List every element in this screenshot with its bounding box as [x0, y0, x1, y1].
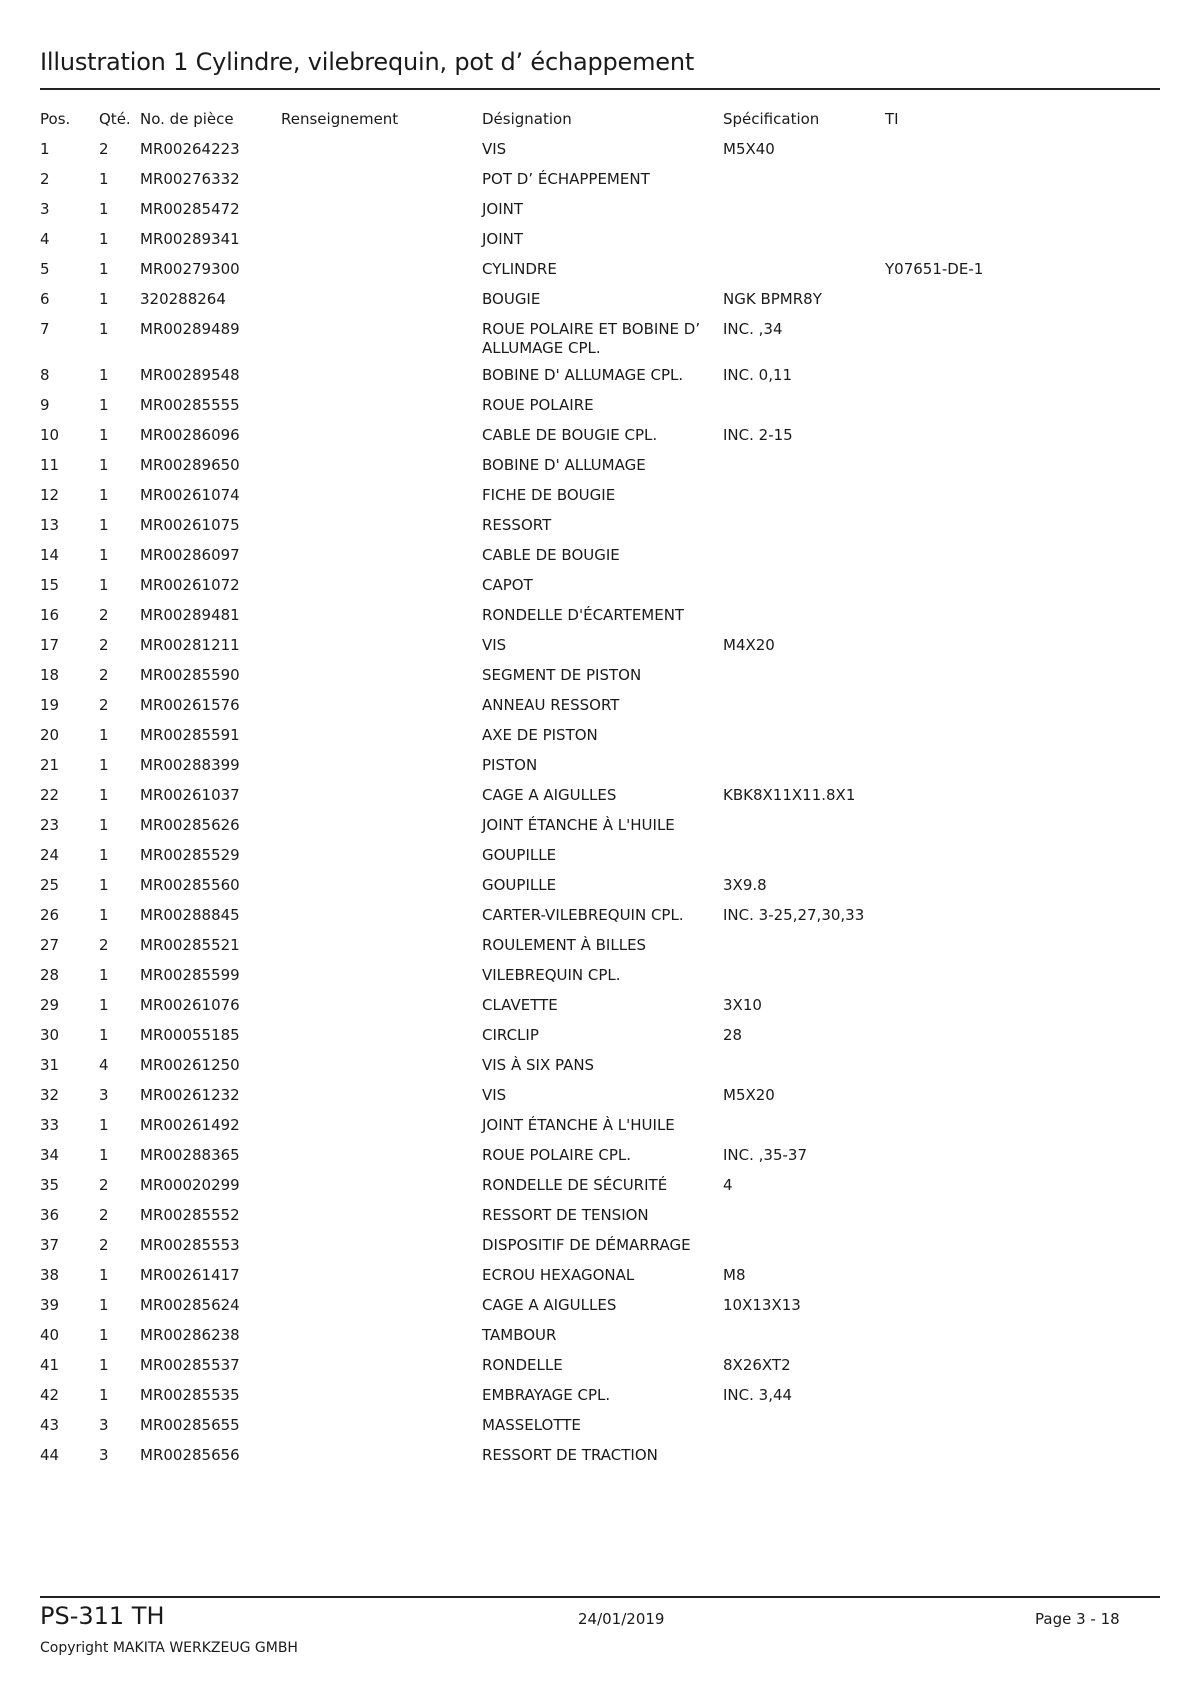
- cell-designation: ECROU HEXAGONAL: [482, 1266, 635, 1284]
- cell-qty: 1: [99, 786, 109, 804]
- cell-part-number: MR00285626: [140, 816, 240, 834]
- cell-pos: 40: [40, 1326, 60, 1344]
- cell-pos: 7: [40, 320, 50, 338]
- cell-qty: 1: [99, 756, 109, 774]
- cell-specification: M5X20: [723, 1086, 775, 1104]
- cell-specification: INC. 2-15: [723, 426, 793, 444]
- cell-designation: VILEBREQUIN CPL.: [482, 966, 621, 984]
- cell-specification: INC. ,35-37: [723, 1146, 808, 1164]
- cell-part-number: MR00285590: [140, 666, 240, 684]
- table-row: [40, 516, 1160, 546]
- cell-qty: 1: [99, 290, 109, 308]
- cell-designation: VIS À SIX PANS: [482, 1056, 595, 1074]
- cell-designation: CAGE A AIGULLES: [482, 1296, 617, 1314]
- footer-divider: [40, 1596, 1160, 1598]
- table-row: [40, 1296, 1160, 1326]
- cell-specification: 10X13X13: [723, 1296, 801, 1314]
- cell-pos: 17: [40, 636, 60, 654]
- cell-qty: 1: [99, 230, 109, 248]
- cell-pos: 20: [40, 726, 60, 744]
- cell-part-number: MR00285521: [140, 936, 240, 954]
- cell-part-number: MR00289489: [140, 320, 240, 338]
- cell-part-number: MR00285655: [140, 1416, 240, 1434]
- cell-pos: 1: [40, 140, 50, 158]
- cell-pos: 33: [40, 1116, 60, 1134]
- cell-part-number: 320288264: [140, 290, 226, 308]
- cell-part-number: MR00261492: [140, 1116, 240, 1134]
- table-row: [40, 1326, 1160, 1356]
- table-row: [40, 200, 1160, 230]
- cell-part-number: MR00281211: [140, 636, 240, 654]
- cell-designation: CAPOT: [482, 576, 533, 594]
- cell-designation: CABLE DE BOUGIE: [482, 546, 620, 564]
- cell-pos: 29: [40, 996, 60, 1014]
- cell-qty: 2: [99, 636, 109, 654]
- cell-qty: 2: [99, 666, 109, 684]
- cell-part-number: MR00288845: [140, 906, 240, 924]
- table-row: [40, 1146, 1160, 1176]
- table-row: [40, 546, 1160, 576]
- cell-qty: 1: [99, 1116, 109, 1134]
- column-header-specification: Spécification: [723, 110, 820, 128]
- cell-pos: 10: [40, 426, 60, 444]
- cell-designation: DISPOSITIF DE DÉMARRAGE: [482, 1236, 691, 1254]
- cell-qty: 1: [99, 876, 109, 894]
- cell-qty: 4: [99, 1056, 109, 1074]
- table-row: [40, 726, 1160, 756]
- footer-date: 24/01/2019: [578, 1610, 665, 1628]
- cell-specification: INC. ,34: [723, 320, 783, 338]
- cell-pos: 2: [40, 170, 50, 188]
- cell-designation: CARTER-VILEBREQUIN CPL.: [482, 906, 684, 924]
- parts-table: [40, 110, 1160, 1476]
- cell-designation: RONDELLE DE SÉCURITÉ: [482, 1176, 668, 1194]
- cell-specification: M5X40: [723, 140, 775, 158]
- cell-part-number: MR00261576: [140, 696, 240, 714]
- table-row: [40, 906, 1160, 936]
- column-header-info: Renseignement: [281, 110, 399, 128]
- table-row: [40, 366, 1160, 396]
- cell-pos: 41: [40, 1356, 60, 1374]
- column-header-qty: Qté.: [99, 110, 131, 128]
- cell-qty: 2: [99, 1236, 109, 1254]
- cell-part-number: MR00286238: [140, 1326, 240, 1344]
- cell-qty: 1: [99, 1356, 109, 1374]
- table-row: [40, 966, 1160, 996]
- cell-qty: 2: [99, 1176, 109, 1194]
- table-row: [40, 606, 1160, 636]
- cell-qty: 2: [99, 1206, 109, 1224]
- cell-specification: 3X10: [723, 996, 762, 1014]
- cell-designation: GOUPILLE: [482, 846, 557, 864]
- cell-pos: 16: [40, 606, 60, 624]
- column-header-ti: TI: [885, 110, 899, 128]
- cell-designation: VIS: [482, 636, 507, 654]
- cell-qty: 1: [99, 366, 109, 384]
- cell-qty: 1: [99, 260, 109, 278]
- cell-part-number: MR00261072: [140, 576, 240, 594]
- cell-pos: 3: [40, 200, 50, 218]
- cell-designation: JOINT ÉTANCHE À L'HUILE: [482, 1116, 675, 1134]
- cell-pos: 14: [40, 546, 60, 564]
- cell-specification: M4X20: [723, 636, 775, 654]
- table-row: [40, 1026, 1160, 1056]
- cell-part-number: MR00289548: [140, 366, 240, 384]
- cell-designation: CIRCLIP: [482, 1026, 539, 1044]
- cell-pos: 11: [40, 456, 60, 474]
- cell-part-number: MR00264223: [140, 140, 240, 158]
- cell-specification: INC. 3-25,27,30,33: [723, 906, 865, 924]
- cell-designation: CABLE DE BOUGIE CPL.: [482, 426, 658, 444]
- cell-part-number: MR00055185: [140, 1026, 240, 1044]
- cell-part-number: MR00285472: [140, 200, 240, 218]
- cell-part-number: MR00261417: [140, 1266, 240, 1284]
- cell-part-number: MR00289481: [140, 606, 240, 624]
- cell-pos: 31: [40, 1056, 60, 1074]
- cell-designation: JOINT: [482, 200, 524, 218]
- table-row: [40, 456, 1160, 486]
- cell-specification: 4: [723, 1176, 733, 1194]
- cell-pos: 19: [40, 696, 60, 714]
- cell-pos: 18: [40, 666, 60, 684]
- table-row: [40, 290, 1160, 320]
- cell-designation: RESSORT DE TENSION: [482, 1206, 649, 1224]
- cell-specification: 28: [723, 1026, 743, 1044]
- cell-part-number: MR00285560: [140, 876, 240, 894]
- page-title: Illustration 1 Cylindre, vilebrequin, pot d’ échappement: [40, 48, 695, 76]
- cell-qty: 1: [99, 396, 109, 414]
- cell-part-number: MR00261037: [140, 786, 240, 804]
- cell-specification: INC. 3,44: [723, 1386, 793, 1404]
- cell-qty: 2: [99, 140, 109, 158]
- cell-pos: 28: [40, 966, 60, 984]
- cell-qty: 3: [99, 1416, 109, 1434]
- cell-pos: 37: [40, 1236, 60, 1254]
- cell-ti: Y07651-DE-1: [885, 260, 984, 278]
- table-row: [40, 666, 1160, 696]
- cell-qty: 2: [99, 936, 109, 954]
- cell-part-number: MR00276332: [140, 170, 240, 188]
- cell-designation: SEGMENT DE PISTON: [482, 666, 642, 684]
- cell-designation: VIS: [482, 140, 507, 158]
- cell-pos: 36: [40, 1206, 60, 1224]
- cell-qty: 1: [99, 200, 109, 218]
- table-row: [40, 230, 1160, 260]
- cell-designation: TAMBOUR: [482, 1326, 557, 1344]
- table-row: [40, 396, 1160, 426]
- cell-designation: GOUPILLE: [482, 876, 557, 894]
- cell-designation: MASSELOTTE: [482, 1416, 581, 1434]
- footer-copyright: Copyright MAKITA WERKZEUG GMBH: [40, 1640, 298, 1656]
- cell-designation: ROUE POLAIRE ET BOBINE D’ ALLUMAGE CPL.: [482, 320, 701, 357]
- table-row: [40, 170, 1160, 200]
- cell-pos: 22: [40, 786, 60, 804]
- cell-pos: 8: [40, 366, 50, 384]
- table-row: [40, 486, 1160, 516]
- cell-part-number: MR00288399: [140, 756, 240, 774]
- footer-model: PS-311 TH: [40, 1602, 165, 1630]
- cell-part-number: MR00285624: [140, 1296, 240, 1314]
- table-header-row: [40, 110, 1160, 140]
- cell-pos: 30: [40, 1026, 60, 1044]
- header-divider: [40, 88, 1160, 90]
- table-row: [40, 1206, 1160, 1236]
- table-row: [40, 1386, 1160, 1416]
- cell-designation: JOINT ÉTANCHE À L'HUILE: [482, 816, 675, 834]
- cell-qty: 1: [99, 426, 109, 444]
- cell-part-number: MR00261076: [140, 996, 240, 1014]
- cell-designation: CAGE A AIGULLES: [482, 786, 617, 804]
- cell-pos: 42: [40, 1386, 60, 1404]
- cell-pos: 4: [40, 230, 50, 248]
- cell-qty: 1: [99, 456, 109, 474]
- cell-part-number: MR00261074: [140, 486, 240, 504]
- cell-qty: 1: [99, 170, 109, 188]
- cell-qty: 2: [99, 696, 109, 714]
- cell-designation: VIS: [482, 1086, 507, 1104]
- cell-part-number: MR00289650: [140, 456, 240, 474]
- cell-pos: 35: [40, 1176, 60, 1194]
- cell-pos: 15: [40, 576, 60, 594]
- cell-designation: PISTON: [482, 756, 538, 774]
- cell-designation: BOBINE D' ALLUMAGE CPL.: [482, 366, 684, 384]
- table-row: [40, 1416, 1160, 1446]
- cell-part-number: MR00279300: [140, 260, 240, 278]
- table-row: [40, 786, 1160, 816]
- cell-specification: NGK BPMR8Y: [723, 290, 822, 308]
- cell-pos: 38: [40, 1266, 60, 1284]
- cell-part-number: MR00286096: [140, 426, 240, 444]
- cell-pos: 34: [40, 1146, 60, 1164]
- cell-part-number: MR00285591: [140, 726, 240, 744]
- table-row: [40, 996, 1160, 1026]
- cell-pos: 13: [40, 516, 60, 534]
- table-row: [40, 816, 1160, 846]
- table-row: [40, 1086, 1160, 1116]
- table-row: [40, 876, 1160, 906]
- cell-specification: M8: [723, 1266, 746, 1284]
- cell-qty: 1: [99, 546, 109, 564]
- footer-page-number: Page 3 - 18: [1035, 1610, 1120, 1628]
- cell-part-number: MR00288365: [140, 1146, 240, 1164]
- cell-part-number: MR00285555: [140, 396, 240, 414]
- cell-part-number: MR00020299: [140, 1176, 240, 1194]
- cell-designation: BOBINE D' ALLUMAGE: [482, 456, 646, 474]
- cell-qty: 1: [99, 1386, 109, 1404]
- cell-part-number: MR00285656: [140, 1446, 240, 1464]
- cell-part-number: MR00261075: [140, 516, 240, 534]
- cell-qty: 1: [99, 966, 109, 984]
- cell-designation: ANNEAU RESSORT: [482, 696, 620, 714]
- cell-designation: RESSORT DE TRACTION: [482, 1446, 658, 1464]
- table-row: [40, 1176, 1160, 1206]
- cell-part-number: MR00285535: [140, 1386, 240, 1404]
- cell-pos: 21: [40, 756, 60, 774]
- cell-pos: 5: [40, 260, 50, 278]
- cell-designation: ROULEMENT À BILLES: [482, 936, 647, 954]
- cell-part-number: MR00286097: [140, 546, 240, 564]
- table-row: [40, 426, 1160, 456]
- cell-designation: RONDELLE D'ÉCARTEMENT: [482, 606, 685, 624]
- cell-qty: 1: [99, 516, 109, 534]
- cell-part-number: MR00261250: [140, 1056, 240, 1074]
- table-row: [40, 1236, 1160, 1266]
- cell-specification: 3X9.8: [723, 876, 767, 894]
- table-row: [40, 576, 1160, 606]
- table-row: [40, 1116, 1160, 1146]
- cell-pos: 26: [40, 906, 60, 924]
- table-row: [40, 936, 1160, 966]
- cell-part-number: MR00285552: [140, 1206, 240, 1224]
- cell-qty: 1: [99, 726, 109, 744]
- table-row: [40, 1356, 1160, 1386]
- cell-qty: 1: [99, 1026, 109, 1044]
- cell-part-number: MR00289341: [140, 230, 240, 248]
- cell-qty: 1: [99, 1266, 109, 1284]
- table-row: [40, 1056, 1160, 1086]
- cell-qty: 1: [99, 906, 109, 924]
- cell-part-number: MR00285537: [140, 1356, 240, 1374]
- cell-qty: 1: [99, 846, 109, 864]
- cell-part-number: MR00285529: [140, 846, 240, 864]
- cell-part-number: MR00261232: [140, 1086, 240, 1104]
- cell-specification: INC. 0,11: [723, 366, 793, 384]
- cell-pos: 6: [40, 290, 50, 308]
- column-header-designation: Désignation: [482, 110, 572, 128]
- cell-specification: 8X26XT2: [723, 1356, 791, 1374]
- cell-designation: ROUE POLAIRE: [482, 396, 594, 414]
- table-row: [40, 1266, 1160, 1296]
- cell-pos: 44: [40, 1446, 60, 1464]
- cell-designation: CYLINDRE: [482, 260, 557, 278]
- cell-designation: ROUE POLAIRE CPL.: [482, 1146, 632, 1164]
- cell-designation: FICHE DE BOUGIE: [482, 486, 616, 504]
- table-row: [40, 140, 1160, 170]
- cell-pos: 23: [40, 816, 60, 834]
- cell-pos: 39: [40, 1296, 60, 1314]
- cell-designation: AXE DE PISTON: [482, 726, 598, 744]
- table-row: [40, 1446, 1160, 1476]
- cell-qty: 1: [99, 816, 109, 834]
- cell-qty: 1: [99, 1296, 109, 1314]
- table-row: [40, 320, 1160, 366]
- cell-qty: 1: [99, 996, 109, 1014]
- cell-designation: BOUGIE: [482, 290, 541, 308]
- cell-designation: RESSORT: [482, 516, 552, 534]
- cell-qty: 1: [99, 486, 109, 504]
- cell-designation: CLAVETTE: [482, 996, 558, 1014]
- cell-qty: 3: [99, 1446, 109, 1464]
- cell-pos: 24: [40, 846, 60, 864]
- cell-designation: POT D’ ÉCHAPPEMENT: [482, 170, 650, 188]
- cell-qty: 1: [99, 320, 109, 338]
- cell-designation: JOINT: [482, 230, 524, 248]
- cell-pos: 27: [40, 936, 60, 954]
- table-row: [40, 696, 1160, 726]
- cell-specification: KBK8X11X11.8X1: [723, 786, 856, 804]
- cell-qty: 3: [99, 1086, 109, 1104]
- cell-pos: 32: [40, 1086, 60, 1104]
- cell-part-number: MR00285553: [140, 1236, 240, 1254]
- cell-designation: RONDELLE: [482, 1356, 563, 1374]
- table-row: [40, 636, 1160, 666]
- table-row: [40, 846, 1160, 876]
- cell-qty: 1: [99, 576, 109, 594]
- column-header-pos: Pos.: [40, 110, 71, 128]
- table-row: [40, 260, 1160, 290]
- cell-qty: 1: [99, 1146, 109, 1164]
- cell-pos: 12: [40, 486, 60, 504]
- table-row: [40, 756, 1160, 786]
- column-header-part-number: No. de pièce: [140, 110, 234, 128]
- cell-pos: 43: [40, 1416, 60, 1434]
- cell-qty: 1: [99, 1326, 109, 1344]
- cell-part-number: MR00285599: [140, 966, 240, 984]
- cell-pos: 9: [40, 396, 50, 414]
- cell-qty: 2: [99, 606, 109, 624]
- cell-designation: EMBRAYAGE CPL.: [482, 1386, 611, 1404]
- cell-pos: 25: [40, 876, 60, 894]
